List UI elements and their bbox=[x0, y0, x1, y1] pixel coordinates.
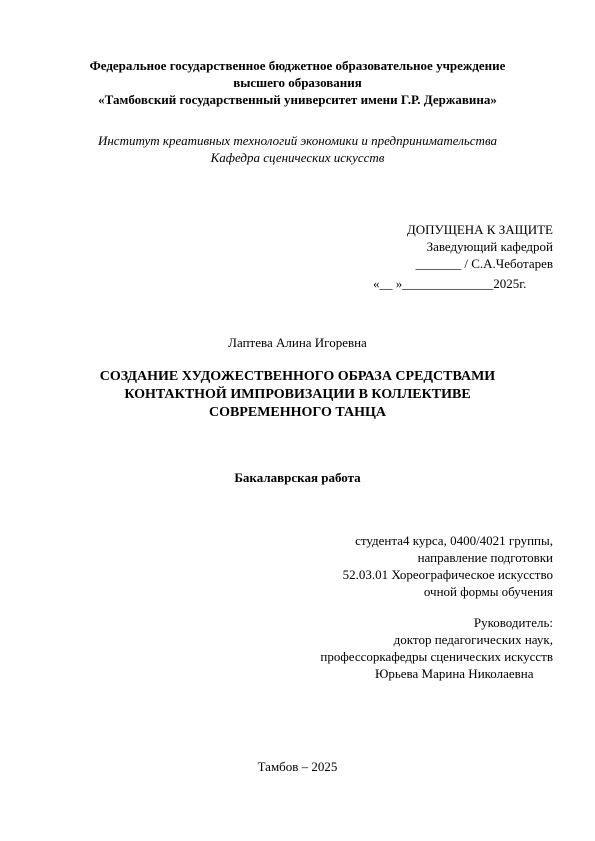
work-type bbox=[0, 469, 595, 486]
header-line-1: Федеральное государственное бюджетное образовательное учреждение bbox=[89, 58, 506, 73]
approval-signature: _______ / С.А.Чеботарев bbox=[415, 256, 553, 271]
supervisor-name: Юрьева Марина Николаевна bbox=[375, 666, 534, 681]
university-header bbox=[0, 57, 595, 108]
title-line-3: СОВРЕМЕННОГО ТАНЦА bbox=[208, 405, 387, 420]
work-type-text: Бакалаврская работа bbox=[234, 470, 361, 485]
approval-block bbox=[407, 221, 553, 272]
supervisor-degree: доктор педагогических наук, bbox=[393, 632, 553, 647]
supervisor-position: профессоркафедры сценических искусств bbox=[320, 649, 553, 664]
student-direction-code: 52.03.01 Хореографическое искусство bbox=[342, 567, 553, 582]
supervisor-label: Руководитель: bbox=[473, 615, 553, 630]
supervisor-name-block bbox=[375, 665, 534, 682]
header-line-2: высшего образования bbox=[233, 75, 362, 90]
student-course-group: студента4 курса, 0400/4021 группы, bbox=[355, 533, 553, 548]
author-name-text: Лаптева Алина Игоревна bbox=[228, 335, 367, 350]
student-direction-label: направление подготовки bbox=[417, 550, 553, 565]
title-line-2: КОНТАКТНОЙ ИМПРОВИЗАЦИИ В КОЛЛЕКТИВЕ bbox=[124, 387, 471, 402]
footer-city-year bbox=[0, 758, 595, 775]
institute-name: Институт креативных технологий экономики и предпринимательства bbox=[97, 133, 498, 148]
header-line-3: «Тамбовский государственный университет имени Г.Р. Державина» bbox=[98, 92, 497, 107]
student-info bbox=[343, 532, 553, 600]
title-line-1: СОЗДАНИЕ ХУДОЖЕСТВЕННОГО ОБРАЗА СРЕДСТВАМИ bbox=[99, 369, 496, 384]
footer-text: Тамбов – 2025 bbox=[257, 759, 338, 774]
approval-heading: ДОПУЩЕНА К ЗАЩИТЕ bbox=[406, 222, 553, 237]
author-name bbox=[0, 334, 595, 351]
supervisor-info bbox=[320, 614, 553, 665]
institute-block bbox=[0, 132, 595, 166]
thesis-title bbox=[0, 368, 595, 422]
department-name: Кафедра сценических искусств bbox=[210, 150, 385, 165]
approval-date bbox=[373, 275, 526, 292]
student-study-form: очной формы обучения bbox=[423, 584, 553, 599]
approval-head-role: Заведующий кафедрой bbox=[426, 239, 553, 254]
approval-date-line: «__ »______________2025г. bbox=[373, 276, 527, 291]
